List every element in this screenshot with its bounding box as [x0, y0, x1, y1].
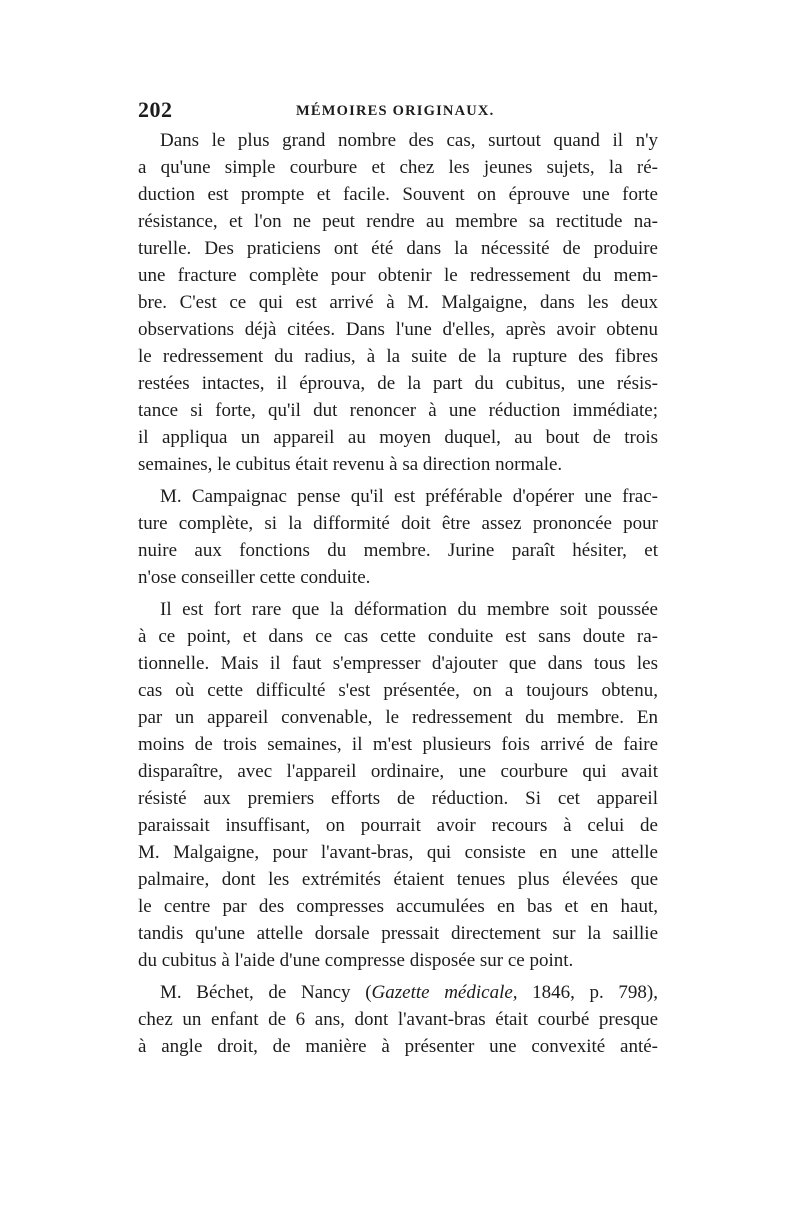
text-line: palmaire, dont les extrémités étaient tenues plus élevées que	[138, 869, 658, 890]
paragraph	[138, 979, 658, 1060]
paragraph	[138, 483, 658, 591]
text-line: Il est fort rare que la déformation du membre soit poussée	[160, 599, 658, 620]
text-line: à ce point, et dans ce cas cette conduite est sans doute ra-	[138, 626, 658, 647]
text-line: à angle droit, de manière à présenter une convexité anté-	[138, 1036, 658, 1057]
text-line: par un appareil convenable, le redressement du membre. En	[138, 707, 658, 728]
running-header	[138, 97, 658, 125]
text-line: turelle. Des praticiens ont été dans la nécessité de produire	[138, 238, 658, 259]
text-line: du cubitus à l'aide d'une compresse disposée sur ce point.	[138, 950, 574, 971]
page-number: 202	[138, 97, 173, 122]
text-line: tance si forte, qu'il dut renoncer à une réduction immédiate;	[138, 400, 658, 421]
text-line: observations déjà citées. Dans l'une d'elles, après avoir obtenu	[138, 319, 658, 340]
text-line: paraissait insuffisant, on pourrait avoir recours à celui de	[138, 815, 658, 836]
text-line: tandis qu'une attelle dorsale pressait directement sur la saillie	[138, 923, 658, 944]
text-line-with-citation	[138, 979, 658, 1006]
paragraph	[138, 596, 658, 974]
text-line: chez un enfant de 6 ans, dont l'avant-bras était courbé presque	[138, 1009, 658, 1030]
text-line: M. Malgaigne, pour l'avant-bras, qui consiste en une attelle	[138, 842, 658, 863]
section-title: MÉMOIRES ORIGINAUX.	[296, 103, 495, 119]
text-line: ture complète, si la difformité doit être assez prononcée pour	[138, 513, 658, 534]
text-line: tionnelle. Mais il faut s'empresser d'ajouter que dans tous les	[138, 653, 658, 674]
text-line: le redressement du radius, à la suite de la rupture des fibres	[138, 346, 658, 367]
text-line: M. Campaignac pense qu'il est préférable d'opérer une frac-	[160, 486, 658, 507]
text-line: cas où cette difficulté s'est présentée, on a toujours obtenu,	[138, 680, 658, 701]
text-run: M. Béchet, de Nancy (	[160, 982, 372, 1003]
text-line: nuire aux fonctions du membre. Jurine paraît hésiter, et	[138, 540, 658, 561]
body-text	[138, 127, 658, 1060]
text-line: résistance, et l'on ne peut rendre au membre sa rectitude na-	[138, 211, 658, 232]
paragraph	[138, 127, 658, 478]
text-line: résisté aux premiers efforts de réduction. Si cet appareil	[138, 788, 658, 809]
journal-title: Gazette médicale,	[371, 982, 518, 1003]
text-line: le centre par des compresses accumulées en bas et en haut,	[138, 896, 658, 917]
text-line: il appliqua un appareil au moyen duquel, au bout de trois	[138, 427, 658, 448]
text-line: a qu'une simple courbure et chez les jeunes sujets, la ré-	[138, 157, 658, 178]
text-run: 1846, p. 798),	[517, 982, 659, 1003]
text-line: semaines, le cubitus était revenu à sa direction normale.	[138, 454, 563, 475]
text-line: Dans le plus grand nombre des cas, surtout quand il n'y	[160, 130, 658, 151]
text-line: bre. C'est ce qui est arrivé à M. Malgaigne, dans les deux	[138, 292, 658, 313]
text-line: n'ose conseiller cette conduite.	[138, 567, 371, 588]
text-line: duction est prompte et facile. Souvent on éprouve une forte	[138, 184, 658, 205]
text-line: moins de trois semaines, il m'est plusieurs fois arrivé de faire	[138, 734, 658, 755]
text-line: restées intactes, il éprouva, de la part du cubitus, une résis-	[138, 373, 658, 394]
text-line: une fracture complète pour obtenir le redressement du mem-	[138, 265, 658, 286]
text-line: disparaître, avec l'appareil ordinaire, une courbure qui avait	[138, 761, 658, 782]
